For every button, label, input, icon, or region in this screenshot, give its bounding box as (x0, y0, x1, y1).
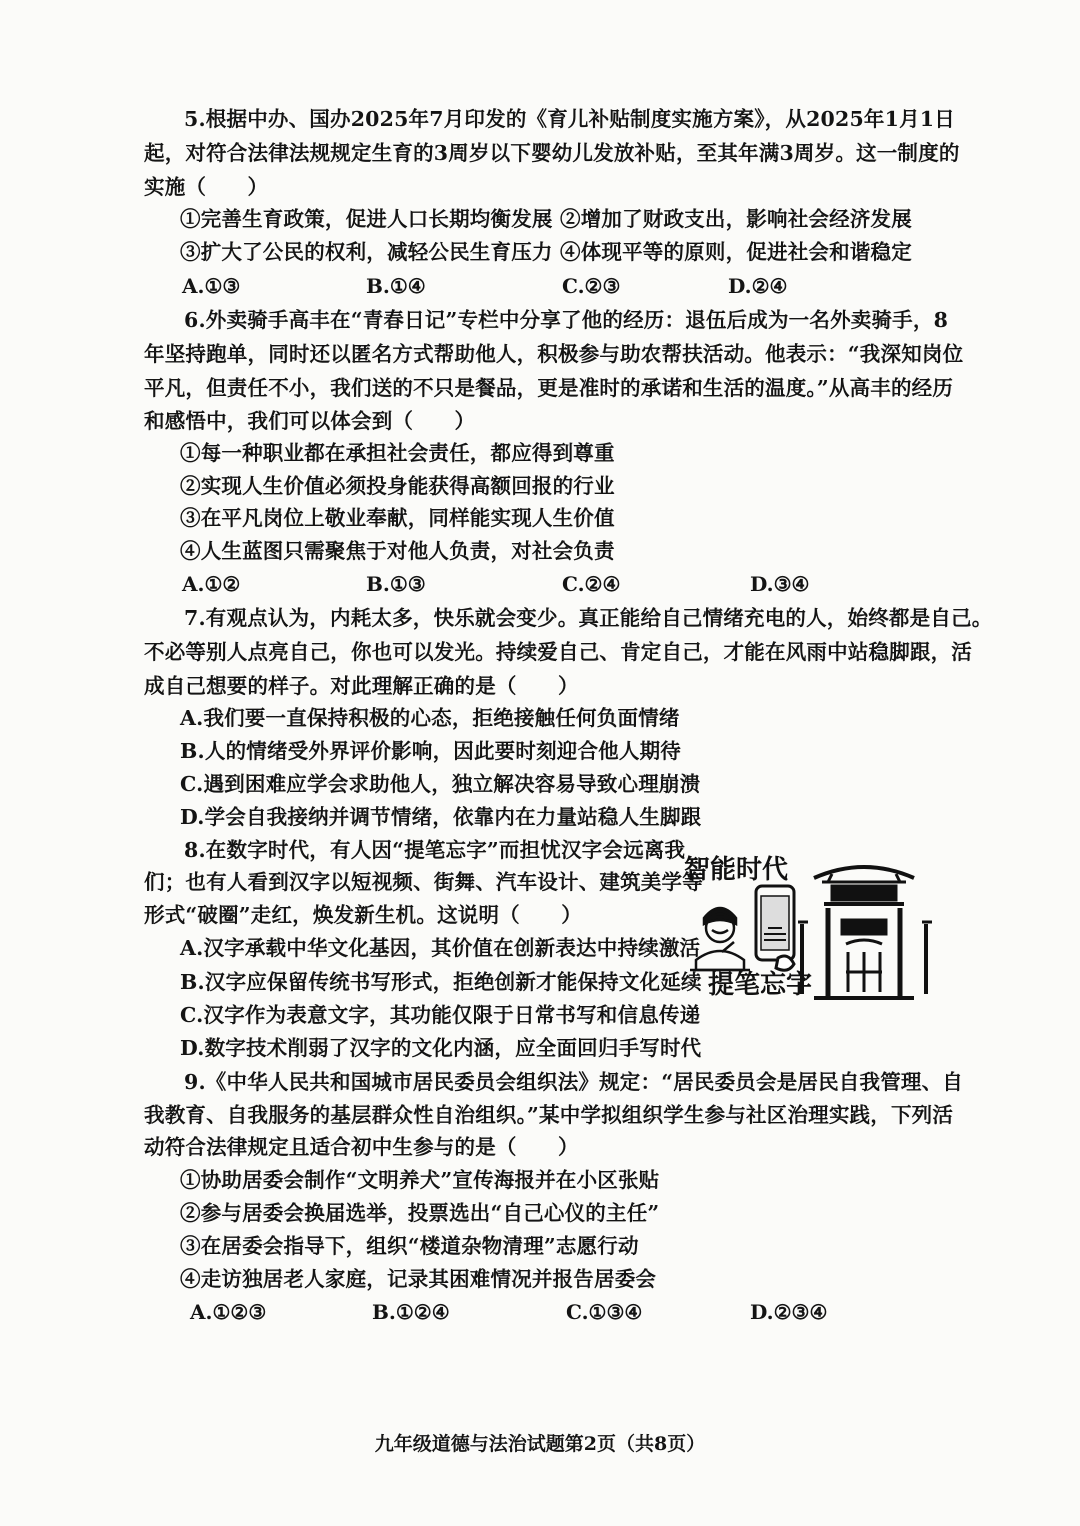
q6-stem-line-2: 年坚持跑单，同时还以匿名方式帮助他人，积极参与助农帮扶活动。他表示：“我深知岗位 (144, 342, 964, 366)
q5-stem-line-1: 5.根据中办、国办2025年7月印发的《育儿补贴制度实施方案》，从2025年1月1日 (184, 107, 955, 131)
q5-stem-line-2: 起，对符合法律法规规定生育的3周岁以下婴幼儿发放补贴，至其年满3周岁。这一制度的 (144, 141, 960, 165)
q7-stem-line-1: 7.有观点认为，内耗太多，快乐就会变少。真正能给自己情绪充电的人，始终都是自己。 (184, 606, 993, 630)
q6-choice-a: A.①② (182, 572, 241, 596)
q8-illustration (682, 848, 944, 1008)
q8-option-a: A.汉字承载中华文化基因，其价值在创新表达中持续激活 (180, 936, 701, 960)
q5-choice-c: C.②③ (562, 274, 621, 298)
q7-option-b: B.人的情绪受外界评价影响，因此要时刻迎合他人期待 (180, 739, 681, 763)
q9-stem-line-3: 动符合法律规定且适合初中生参与的是（ ） (144, 1135, 579, 1159)
q5-option-1: ①完善生育政策，促进人口长期均衡发展 (180, 207, 553, 231)
forget-characters-label: 提笔忘字 (708, 970, 813, 1000)
q9-choice-b: B.①②④ (372, 1300, 450, 1324)
archway-icon (798, 867, 932, 1000)
q6-option-3: ③在平凡岗位上敬业奉献，同样能实现人生价值 (180, 506, 615, 530)
q9-stem-line-1: 9.《中华人民共和国城市居民委员会组织法》规定：“居民委员会是居民自我管理、自 (184, 1070, 963, 1094)
q9-option-3: ③在居委会指导下，组织“楼道杂物清理”志愿行动 (180, 1234, 639, 1258)
q8-illustration-svg (682, 848, 944, 1008)
q7-option-c: C.遇到困难应学会求助他人，独立解决容易导致心理崩溃 (180, 772, 701, 796)
q7-option-a: A.我们要一直保持积极的心态，拒绝接触任何负面情绪 (180, 706, 680, 730)
q9-option-2: ②参与居委会换届选举，投票选出“自己心仪的主任” (180, 1201, 660, 1225)
q5-stem-line-3: 实施（ ） (144, 175, 269, 199)
q9-choice-a: A.①②③ (190, 1300, 267, 1324)
q5-choice-b: B.①④ (366, 274, 426, 298)
q9-stem-line-2: 我教育、自我服务的基层群众性自治组织。”某中学拟组织学生参与社区治理实践，下列活 (144, 1103, 954, 1127)
q9-option-4: ④走访独居老人家庭，记录其困难情况并报告居委会 (180, 1267, 657, 1291)
page-footer: 九年级道德与法治试题第2页（共8页） (374, 1433, 706, 1455)
q6-stem-line-4: 和感悟中，我们可以体会到（ ） (144, 409, 476, 433)
q8-stem-line-2: 们；也有人看到汉字以短视频、街舞、汽车设计、建筑美学等 (144, 870, 703, 894)
q6-choice-d: D.③④ (750, 572, 810, 596)
q8-stem-line-3: 形式“破圈”走红，焕发新生机。这说明（ ） (144, 903, 582, 927)
q7-stem-line-3: 成自己想要的样子。对此理解正确的是（ ） (144, 674, 579, 698)
smart-era-label: 智能时代 (684, 855, 789, 885)
q6-stem-line-3: 平凡，但责任不小，我们送的不只是餐品，更是准时的承诺和生活的温度。”从高丰的经历 (144, 376, 954, 400)
q7-stem-line-2: 不必等别人点亮自己，你也可以发光。持续爱自己、肯定自己，才能在风雨中站稳脚跟，活 (144, 640, 972, 664)
student-writing-icon (690, 908, 750, 970)
smartphone-icon (756, 886, 794, 970)
q6-option-1: ①每一种职业都在承担社会责任，都应得到尊重 (180, 441, 615, 465)
q8-stem-line-1: 8.在数字时代，有人因“提笔忘字”而担忧汉字会远离我 (184, 838, 686, 862)
q6-option-4: ④人生蓝图只需聚焦于对他人负责，对社会负责 (180, 539, 615, 563)
q9-choice-d: D.②③④ (750, 1300, 828, 1324)
q5-option-4: ④体现平等的原则，促进社会和谐稳定 (560, 240, 912, 264)
q9-choice-c: C.①③④ (566, 1300, 643, 1324)
q9-option-1: ①协助居委会制作“文明养犬”宣传海报并在小区张贴 (180, 1168, 660, 1192)
q8-option-c: C.汉字作为表意文字，其功能仅限于日常书写和信息传递 (180, 1003, 701, 1027)
q5-option-2: ②增加了财政支出，影响社会经济发展 (560, 207, 912, 231)
q5-choice-d: D.②④ (728, 274, 788, 298)
q6-option-2: ②实现人生价值必须投身能获得高额回报的行业 (180, 474, 615, 498)
q5-choice-a: A.①③ (182, 274, 241, 298)
q7-option-d: D.学会自我接纳并调节情绪，依靠内在力量站稳人生脚跟 (180, 805, 702, 829)
q5-option-3: ③扩大了公民的权利，减轻公民生育压力 (180, 240, 553, 264)
q6-choice-c: C.②④ (562, 572, 621, 596)
q8-option-b: B.汉字应保留传统书写形式，拒绝创新才能保持文化延续 (180, 970, 702, 994)
q6-stem-line-1: 6.外卖骑手高丰在“青春日记”专栏中分享了他的经历：退伍后成为一名外卖骑手，8 (184, 308, 949, 332)
q8-option-d: D.数字技术削弱了汉字的文化内涵，应全面回归手写时代 (180, 1036, 702, 1060)
q6-choice-b: B.①③ (366, 572, 426, 596)
